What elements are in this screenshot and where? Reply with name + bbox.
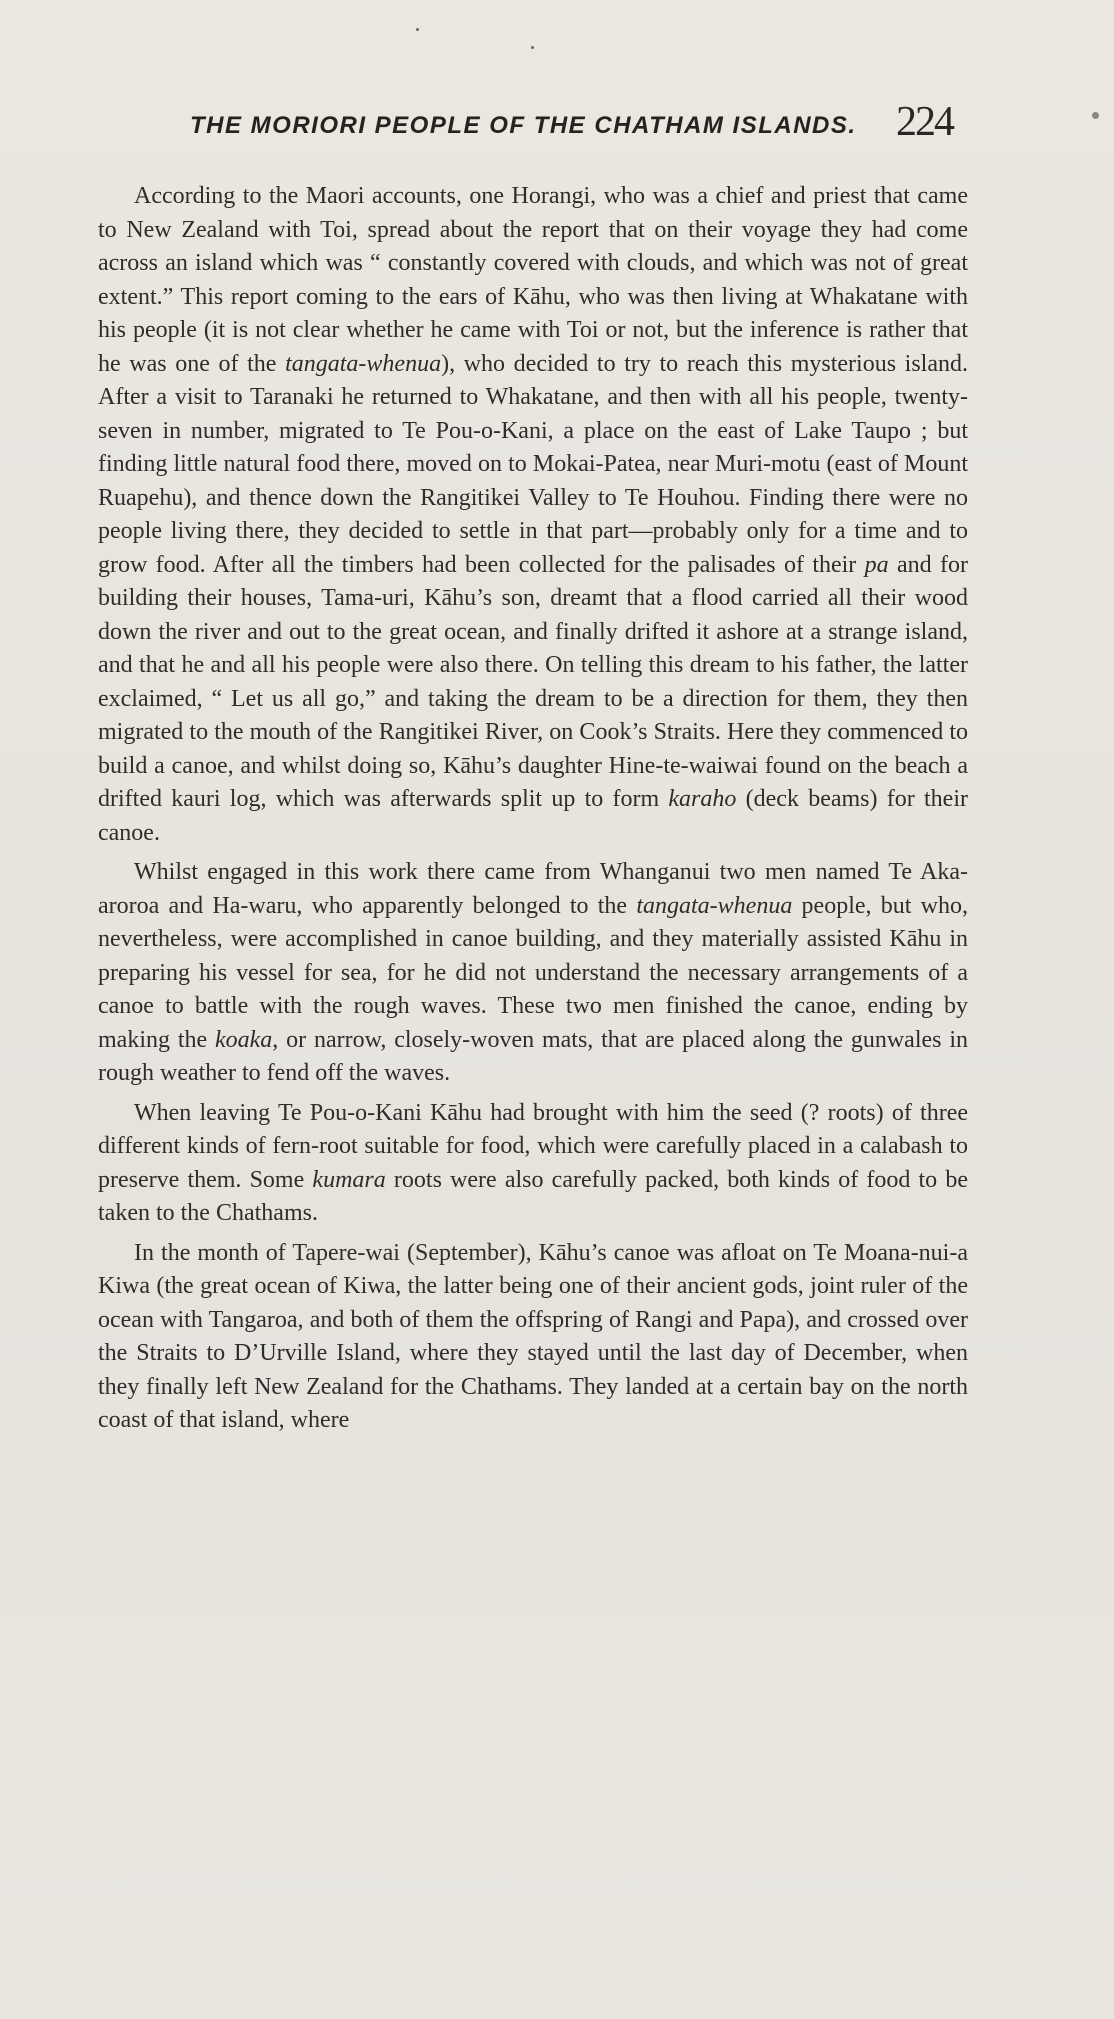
- page-number: 224: [896, 99, 953, 145]
- italic-term: pa: [864, 551, 889, 578]
- text-run: In the month of Tapere-wai (September), Kāhu’s canoe was afloat on Te Moana-nui-a Kiwa (the great ocean of Kiwa, the latter being one of their ancient gods, joint ruler of the ocean with Tangaroa, and both of them the offspring of Rangi and Papa), and crossed over the Straits to D’Urville Island, where they stayed until the last day of December, when they finally left New Zealand for the Chathams. They landed at a certain bay on the north coast of that island, where: [98, 1239, 968, 1433]
- text-run: people, but who, nevertheless, were accomplished in canoe building, and they materially assisted Kāhu in preparing his vessel for sea, for he did not understand the necessary arrangements of a canoe to battle with the rough waves. These two men finished the canoe, ending by making the: [98, 892, 968, 1053]
- paper-speck: [531, 46, 534, 49]
- italic-term: tangata-whenua: [285, 350, 442, 377]
- text-run: When leaving Te Pou-o-Kani Kāhu had brought with him the seed (? roots) of three different kinds of fern-root suitable for food, which were carefully placed in a calabash to preserve them. Some: [98, 1099, 968, 1193]
- paper-speck: [416, 28, 419, 31]
- text-run: ), who decided to try to reach this mysterious island. After a visit to Taranaki he returned to Whakatane, and then with all his people, twenty-seven in number, migrated to Te Pou-o-Kani, a place on the east of Lake Taupo ; but finding little natural food there, moved on to Mokai-Patea, near Muri-motu (east of Mount Ruapehu), and thence down the Rangitikei Valley to Te Houhou. Finding there were no people living there, they decided to settle in that part—probably only for a time and to grow food. After all the timbers had been collected for the palisades of their: [98, 350, 968, 578]
- italic-term: kumara: [312, 1166, 386, 1193]
- paragraph: [98, 856, 968, 1091]
- text-run: (deck beams) for their canoe.: [98, 786, 968, 846]
- italic-term: karaho: [668, 786, 737, 812]
- paragraph: [98, 1097, 968, 1231]
- paragraph: [98, 1237, 968, 1438]
- text-run: , or narrow, closely-woven mats, that are placed along the gunwales in rough weather to fend off the waves.: [98, 1026, 968, 1086]
- italic-term: koaka: [214, 1026, 273, 1053]
- text-run: According to the Maori accounts, one Horangi, who was a chief and priest that came to New Zealand with Toi, spread about the report that on their voyage they had come across an island which was “ constantly covered with clouds, and which was not of great extent.” This report coming to the ears of Kāhu, who was then living at Whakatane with his people (it is not clear whether he came with Toi or not, but the inference is rather that he was one of the: [98, 183, 968, 377]
- paper-speck: [1092, 112, 1099, 119]
- paragraph: [98, 180, 968, 850]
- text-run: roots were also carefully packed, both kinds of food to be taken to the Chathams.: [98, 1166, 968, 1226]
- running-header-title: THE MORIORI PEOPLE OF THE CHATHAM ISLANDS.: [190, 112, 857, 139]
- body-text: [98, 180, 968, 1444]
- text-run: and for building their houses, Tama-uri, Kāhu’s son, dreamt that a flood carried all their wood down the river and out to the great ocean, and finally drifted it ashore at a strange island, and that he and all his people were also there. On telling this dream to his father, the latter exclaimed, “ Let us all go,” and taking the dream to be a direction for them, they then migrated to the mouth of the Rangitikei River, on Cook’s Straits. Here they commenced to build a canoe, and whilst doing so, Kāhu’s daughter Hine-te-waiwai found on the beach a drifted kauri log, which was afterwards split up to form: [98, 551, 968, 812]
- italic-term: tangata-whenua: [636, 892, 793, 919]
- text-run: Whilst engaged in this work there came from Whanganui two men named Te Aka-aroroa and Ha-waru, who apparently belonged to the: [98, 859, 968, 919]
